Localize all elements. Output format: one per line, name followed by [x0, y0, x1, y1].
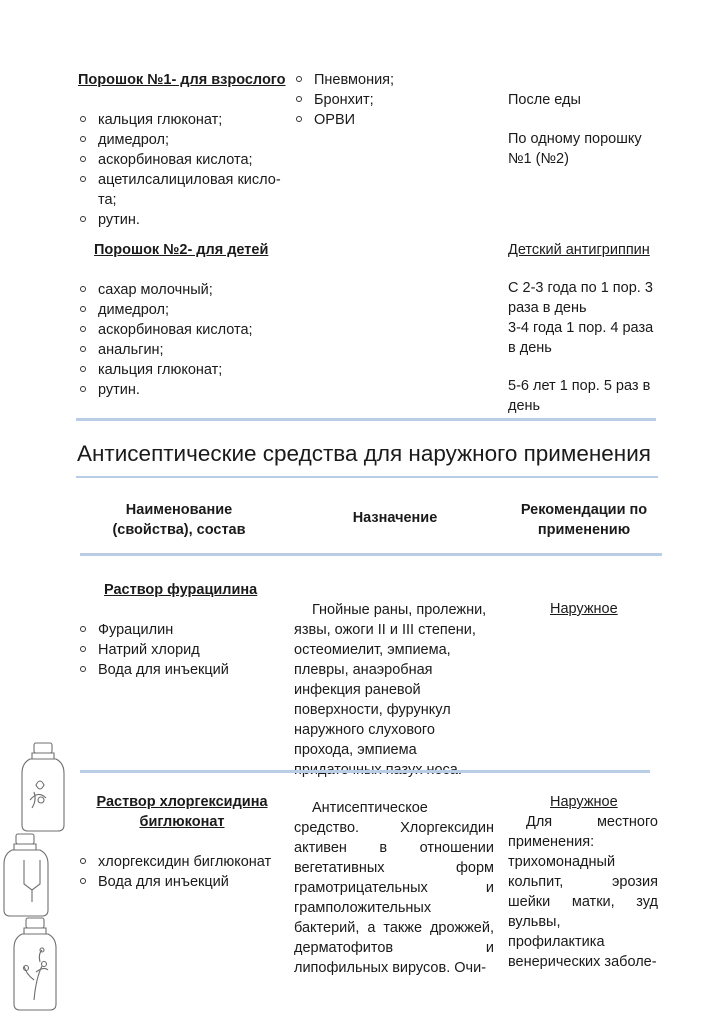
list-item: Вода для инъекций [78, 872, 278, 892]
powder1-title: Порошок №1- для взрослого [78, 72, 286, 88]
powder2-rec-b: 3-4 года 1 пор. 4 раза в день [508, 320, 654, 356]
list-item: рутин. [78, 210, 283, 230]
furacilin-title: Раствор фурацилина [104, 582, 258, 598]
powder1-rec-dose: По одному порошку №1 (№2) [508, 131, 642, 167]
column-header-name: Наименование (свойства), состав [112, 502, 246, 538]
powder2-rec-c: 5-6 лет 1 пор. 5 раз в день [508, 378, 651, 414]
list-item: димедрол; [78, 130, 283, 150]
powder1-ingredients [78, 110, 283, 230]
divider [76, 418, 656, 421]
chlorhexidine-use-note: Для местного применения: трихомонадный кольпит, эрозия шейки матки, зуд вульвы, профилактика венерических заболе- [508, 814, 658, 970]
list-item: аскорбиновая кислота; [78, 150, 283, 170]
list-item: кальция глюконат; [78, 110, 283, 130]
divider [76, 476, 658, 478]
powder1-rec-when: После еды [508, 92, 581, 108]
list-item: Вода для инъекций [78, 660, 278, 680]
chlorhexidine-title: Раствор хлоргексидина биглюконат [96, 794, 268, 830]
list-item: сахар молочный; [78, 280, 288, 300]
powder1-indications [294, 70, 484, 130]
chlorhexidine-purpose: Антисептическое средство. Хлоргексидин активен в отношении вегетативных форм грамотрицательных и грамположительных бактерий, а также дрожжей, дерматофитов и липофильных вирусов. Очи- [294, 800, 494, 976]
list-item: ацетилсалициловая кисло-та; [78, 170, 283, 210]
powder2-rec-a: С 2-3 года по 1 пор. 3 раза в день [508, 280, 653, 316]
list-item: анальгин; [78, 340, 288, 360]
furacilin-use: Наружное [550, 601, 618, 617]
list-item: Пневмония; [294, 70, 484, 90]
list-item: ОРВИ [294, 110, 484, 130]
furacilin-purpose: Гнойные раны, пролежни, язвы, ожоги II и III степени, остеомиелит, эмпиема, плевры, анаэробная инфекция раневой поверхности, фурункул наружного слухового прохода, эмпиема [294, 602, 487, 758]
list-item: хлоргексидин биглюконат [78, 852, 278, 872]
powder2-indication: Детский антигриппин [508, 242, 650, 258]
bottles-illustration [0, 740, 76, 1020]
column-header-purpose: Назначение [352, 510, 438, 526]
list-item: Бронхит; [294, 90, 484, 110]
powder2-title: Порошок №2- для детей [94, 242, 269, 258]
chlorhexidine-use: Наружное [550, 794, 618, 810]
divider [80, 553, 662, 556]
furacilin-ingredients [78, 620, 278, 680]
list-item: аскорбиновая кислота; [78, 320, 288, 340]
list-item: рутин. [78, 380, 288, 400]
list-item: кальция глюконат; [78, 360, 288, 380]
chlorhexidine-ingredients [78, 852, 278, 892]
list-item: димедрол; [78, 300, 288, 320]
list-item: Фурацилин [78, 620, 278, 640]
section-title: Антисептические средства для наружного применения [77, 441, 651, 466]
column-header-recommendations: Рекомендации по применению [520, 502, 648, 538]
divider [80, 770, 650, 773]
list-item: Натрий хлорид [78, 640, 278, 660]
powder2-ingredients [78, 280, 288, 400]
